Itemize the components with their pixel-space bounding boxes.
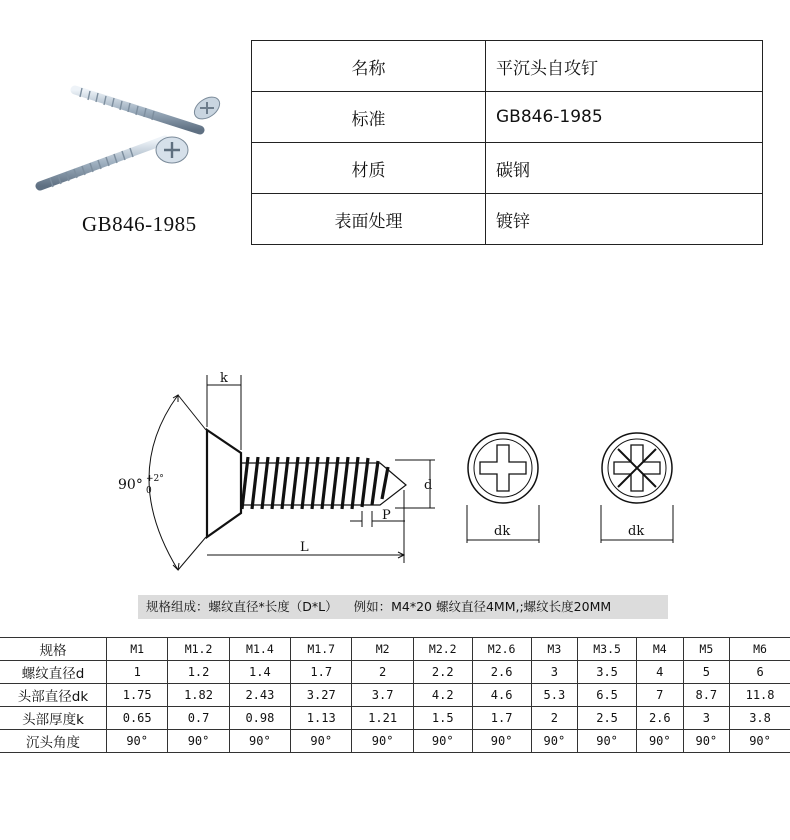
info-key: 表面处理 bbox=[252, 194, 486, 245]
table-cell: 90° bbox=[578, 730, 637, 753]
row-thread-diameter bbox=[0, 661, 790, 684]
row-label: 规格 bbox=[0, 638, 107, 661]
table-cell: 90° bbox=[352, 730, 413, 753]
screw-1-shape bbox=[75, 88, 224, 130]
table-cell: 3 bbox=[683, 707, 730, 730]
info-key: 名称 bbox=[252, 41, 486, 92]
table-cell: 4.6 bbox=[472, 684, 531, 707]
table-cell: 90° bbox=[107, 730, 168, 753]
row-label: 头部厚度k bbox=[0, 707, 107, 730]
table-cell: 0.65 bbox=[107, 707, 168, 730]
table-cell: 1.82 bbox=[168, 684, 229, 707]
k-label: k bbox=[220, 371, 228, 386]
table-cell: 2.43 bbox=[229, 684, 290, 707]
table-cell: 4.2 bbox=[413, 684, 472, 707]
table-cell: M4 bbox=[637, 638, 684, 661]
row-spec bbox=[0, 638, 790, 661]
table-cell: 2 bbox=[531, 707, 578, 730]
info-key: 材质 bbox=[252, 143, 486, 194]
info-key: 标准 bbox=[252, 92, 486, 143]
info-value: 平沉头自攻钉 bbox=[486, 41, 763, 92]
table-cell: 90° bbox=[168, 730, 229, 753]
table-cell: 1.75 bbox=[107, 684, 168, 707]
d-label: d bbox=[424, 478, 433, 493]
row-label: 头部直径dk bbox=[0, 684, 107, 707]
table-cell: 1.2 bbox=[168, 661, 229, 684]
table-cell: M1.4 bbox=[229, 638, 290, 661]
info-row bbox=[252, 92, 763, 143]
table-cell: 3.8 bbox=[730, 707, 790, 730]
p-label: P bbox=[382, 508, 391, 523]
table-cell: 2.2 bbox=[413, 661, 472, 684]
row-head-diameter bbox=[0, 684, 790, 707]
table-cell: 2.6 bbox=[472, 661, 531, 684]
info-value: 碳钢 bbox=[486, 143, 763, 194]
table-cell: M1.2 bbox=[168, 638, 229, 661]
table-cell: 90° bbox=[683, 730, 730, 753]
table-cell: M5 bbox=[683, 638, 730, 661]
table-cell: 3.5 bbox=[578, 661, 637, 684]
table-cell: 0.98 bbox=[229, 707, 290, 730]
spec-note bbox=[138, 595, 668, 619]
table-cell: 1 bbox=[107, 661, 168, 684]
table-cell: 2.6 bbox=[637, 707, 684, 730]
angle-label: 90° bbox=[118, 477, 143, 493]
table-cell: M1 bbox=[107, 638, 168, 661]
table-cell: 3 bbox=[531, 661, 578, 684]
technical-drawing bbox=[110, 365, 710, 575]
info-value: 镀锌 bbox=[486, 194, 763, 245]
dk-label-1: dk bbox=[494, 524, 511, 539]
spec-table bbox=[0, 637, 790, 753]
angle-tol-lower: 0 bbox=[146, 486, 152, 496]
l-label: L bbox=[300, 540, 309, 555]
table-cell: 90° bbox=[637, 730, 684, 753]
screw-threads bbox=[242, 457, 388, 509]
table-cell: 3.7 bbox=[352, 684, 413, 707]
phillips-head-view bbox=[467, 433, 539, 543]
info-row bbox=[252, 194, 763, 245]
table-cell: 2.5 bbox=[578, 707, 637, 730]
table-cell: 90° bbox=[291, 730, 352, 753]
screw-2-shape bbox=[40, 137, 188, 187]
table-cell: 4 bbox=[637, 661, 684, 684]
table-cell: 90° bbox=[531, 730, 578, 753]
dk-label-2: dk bbox=[628, 524, 645, 539]
info-value: GB846-1985 bbox=[486, 92, 763, 143]
photo-caption: GB846-1985 bbox=[82, 212, 197, 236]
table-cell: 11.8 bbox=[730, 684, 790, 707]
table-cell: 3.27 bbox=[291, 684, 352, 707]
table-cell: 5.3 bbox=[531, 684, 578, 707]
table-cell: 90° bbox=[472, 730, 531, 753]
table-cell: 2 bbox=[352, 661, 413, 684]
table-cell: 90° bbox=[413, 730, 472, 753]
product-info-table bbox=[251, 40, 763, 245]
row-head-thickness bbox=[0, 707, 790, 730]
info-row bbox=[252, 143, 763, 194]
table-cell: M2.2 bbox=[413, 638, 472, 661]
spec-composition: 规格组成：螺纹直径*长度（D*L） bbox=[146, 599, 338, 614]
row-countersink-angle bbox=[0, 730, 790, 753]
table-cell: 1.5 bbox=[413, 707, 472, 730]
table-cell: 5 bbox=[683, 661, 730, 684]
table-cell: 6 bbox=[730, 661, 790, 684]
table-cell: M6 bbox=[730, 638, 790, 661]
table-cell: M2 bbox=[352, 638, 413, 661]
table-cell: 1.13 bbox=[291, 707, 352, 730]
table-cell: 0.7 bbox=[168, 707, 229, 730]
table-cell: 1.7 bbox=[472, 707, 531, 730]
table-cell: M3.5 bbox=[578, 638, 637, 661]
table-cell: 8.7 bbox=[683, 684, 730, 707]
info-row bbox=[252, 41, 763, 92]
table-cell: 1.4 bbox=[229, 661, 290, 684]
table-cell: 7 bbox=[637, 684, 684, 707]
table-cell: M2.6 bbox=[472, 638, 531, 661]
pozidriv-head-view bbox=[601, 433, 673, 543]
table-cell: M1.7 bbox=[291, 638, 352, 661]
screw-product-photo bbox=[30, 78, 230, 196]
table-cell: M3 bbox=[531, 638, 578, 661]
table-cell: 1.7 bbox=[291, 661, 352, 684]
screw-head-shape bbox=[207, 430, 241, 537]
row-label: 沉头角度 bbox=[0, 730, 107, 753]
table-cell: 90° bbox=[229, 730, 290, 753]
table-cell: 6.5 bbox=[578, 684, 637, 707]
spec-example: 例如：M4*20 螺纹直径4MM,;螺纹长度20MM bbox=[353, 599, 612, 614]
table-cell: 90° bbox=[730, 730, 790, 753]
row-label: 螺纹直径d bbox=[0, 661, 107, 684]
table-cell: 1.21 bbox=[352, 707, 413, 730]
angle-tol-upper: +2° bbox=[146, 474, 164, 484]
